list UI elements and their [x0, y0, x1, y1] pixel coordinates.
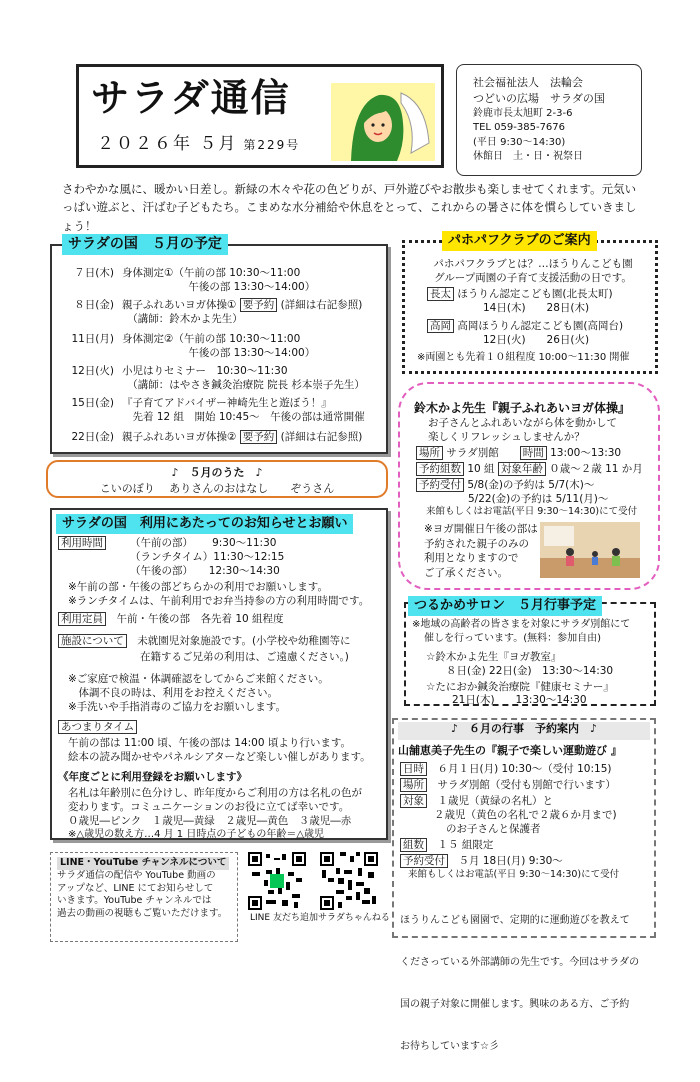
closed-days: 休館日 土・日・祝祭日 [473, 151, 583, 163]
line-youtube-box [50, 852, 238, 942]
gathering-line: 午前の部は 11:00 頃、午後の部は 14:00 頃より行います。 [68, 737, 352, 749]
june-desc-line: 国の親子対象に開催します。興味のある方、ご予約 [400, 999, 630, 1010]
facility-line: 在籍するご兄弟の利用は、ご遠慮ください。) [140, 651, 349, 663]
registration-line: 変わります。コミュニケーションのお役に立てば幸いです。 [68, 801, 350, 813]
time-label: 時間 [520, 446, 547, 460]
papaful-title: パホパフクラブのご案内 [442, 231, 597, 251]
address: 鈴鹿市長太旭町 2-3-6 [473, 107, 573, 119]
facility-line: 未就園児対象施設です。(小学校や幼稚園等に [137, 635, 351, 647]
site1-dates: 14日(木) 28日(木) [483, 302, 590, 314]
hours-label: 利用時間 [58, 536, 106, 550]
yoga-note-line: 利用となりますので [424, 552, 519, 565]
salon-note: ※地域の高齢者の皆さまを対象にサラダ別館にて [412, 619, 631, 630]
yoga-contact: 来館もしくはお電話(平日 9:30～14:30)にて受付 [426, 506, 638, 517]
time: 13:00～13:30 [550, 447, 622, 459]
june-count-label: 組数 [400, 838, 427, 852]
june-target-line: のお子さんと保護者 [446, 823, 541, 835]
tsurukame-salon-box [404, 602, 656, 706]
yoga-title: 鈴木かよ先生『親子ふれあいヨガ体操』 [414, 401, 631, 415]
schedule-title: サラダの国 ５月の予定 [62, 234, 228, 255]
usage-title: サラダの国 利用にあたってのお知らせとお願い [56, 514, 353, 534]
hours-note: ※午前の部・午後の部どちらかの利用でお願いします。 [68, 581, 328, 593]
yoga-note-line: ご了承ください。 [424, 567, 508, 580]
june-count: １５ 組限定 [437, 839, 494, 851]
june-header: ♪ ６月の行事 予約案内 ♪ [398, 722, 650, 740]
yoga-intro: 楽しくリフレッシュしませんか？ [428, 431, 585, 444]
june-date: ６月１日(月) 10:30～（受付 10:15) [437, 763, 612, 775]
capacity-text: 午前・午後の部 各先着 10 組程度 [116, 613, 284, 625]
health-note: 体調不良の時は、利用をお控えください。 [68, 687, 278, 699]
usage-notice-box [50, 508, 388, 840]
song-box [46, 460, 388, 498]
salon-event-title: ☆鈴木かよ先生『ヨガ教室』 [426, 651, 562, 663]
line-qr-code[interactable] [248, 852, 306, 910]
line-text: 過去の動画の視聴もご覧いただけます。 [57, 908, 228, 920]
june-desc-line: ほうりんこども園園で、定期的に運動遊びを教えて [400, 915, 630, 926]
count-label: 予約組数 [416, 462, 464, 476]
site2-dates: 12日(火) 26日(火) [483, 334, 590, 346]
accept-label: 予約受付 [416, 478, 464, 492]
salon-note: 催しを行っています。(無料：参加自由) [424, 633, 602, 644]
yoga-photo [540, 522, 640, 578]
place-label: 場所 [416, 446, 443, 460]
phone: TEL 059-385-7676 [473, 122, 566, 134]
hours-line: （午後の部） 12:30～14:30 [130, 565, 280, 577]
hours-line: （午前の部） 9:30～11:30 [130, 537, 277, 549]
line-text: サラダ通信の配信や YouTube 動画の [57, 869, 216, 881]
june-target-line: ２歳児（黄色の名札で２歳６か月まで) [434, 809, 617, 821]
line-text: いきます。YouTube チャンネルでは [57, 895, 212, 907]
year-month: ２０２６年 ５月 [97, 134, 238, 154]
june-target-label: 対象 [400, 794, 427, 808]
reserve-badge: 要予約 [240, 430, 278, 444]
salon-event-time: 21日(木) 13:30～14:30 [452, 694, 587, 706]
yoga-note-line: 予約された親子のみの [424, 537, 529, 550]
org-info-scroll [456, 64, 642, 176]
age-note: ※△歳児の数え方…4 月 1 日時点の子どもの年齢＝△歳児 [68, 829, 325, 840]
song-title: ♪ ５月のうた ♪ [171, 466, 263, 479]
title-box [76, 64, 444, 168]
june-place: サラダ別館（受付も別館で行います） [437, 779, 616, 791]
june-target-line: １歳児（黄緑の名札）と [437, 795, 553, 807]
june-accept: ５月 18日(月) 9:30～ [458, 855, 563, 867]
age-color-line: ０歳児―ピンク １歳児―黄緑 ２歳児―黄色 ３歳児―赤 [68, 815, 352, 827]
yoga-box [398, 382, 660, 590]
site1-label: 長太 [427, 287, 454, 301]
accept-line: 5/22(金)の予約は 5/11(月)～ [468, 493, 609, 505]
site2-name: 高岡ほうりん認定こども園(高岡台) [457, 320, 624, 332]
issue-date [97, 133, 300, 156]
june-date-label: 日時 [400, 762, 427, 776]
gathering-line: 絵本の読み聞かせやパネルシアターなど楽しい催しがあります。 [68, 751, 371, 763]
june-desc-line: くださっている外部講師の先生です。今回はサラダの [400, 957, 640, 968]
facility-label: 施設について [58, 634, 127, 648]
hours-note: ※ランチタイムは、午前利用でお弁当持参の方の利用時間です。 [68, 595, 370, 607]
line-text: アップなど、LINE にてお知らせして [57, 882, 214, 894]
newsletter-title: サラダ通信 [91, 76, 291, 120]
registration-line: 名札は年齢別に色分けし、昨年度からご利用の方は名札の色が [68, 787, 362, 799]
facility-name: つどいの広場 サラダの国 [473, 91, 605, 105]
youtube-qr-caption: サラダちゃんねる [318, 913, 390, 923]
salon-event-time: ８日(金) 22日(金) 13:30～14:30 [446, 665, 614, 677]
girl-illustration [331, 83, 435, 161]
june-event-box [392, 718, 656, 1052]
tsurukame-title: つるかめサロン ５月行事予定 [408, 596, 602, 616]
accept-line: 5/8(金)の予約は 5/7(木)～ [467, 479, 595, 491]
papaful-club-box [402, 240, 658, 374]
yoga-note-line: ※ヨガ開催日午後の部は [424, 523, 538, 535]
org-name: 社会福祉法人 法輪会 [473, 76, 583, 89]
papaful-intro: パホパフクラブとは？…ほうりんこども園 [433, 258, 633, 270]
registration-title: 《年度ごとに利用登録をお願いします》 [58, 771, 247, 783]
age-label: 対象年齢 [498, 462, 546, 476]
weekday-hours: (平日 9:30～14:30) [473, 136, 566, 148]
june-event-title: 山舗恵美子先生の『親子で楽しい運動遊び 』 [398, 744, 622, 757]
youtube-qr-code[interactable] [320, 852, 378, 910]
line-qr-caption: LINE 友だち追加 [250, 913, 318, 923]
place: サラダ別館 [446, 447, 499, 459]
gathering-label: あつまりタイム [58, 720, 137, 734]
salon-event-title: ☆たにおか鍼灸治療院『健康セミナー』 [426, 681, 614, 693]
site2-label: 高岡 [427, 319, 454, 333]
health-note: ※手洗いや手指消毒のご協力をお願いします。 [68, 701, 286, 713]
may-schedule-box: ７日(木) 身体測定①（午前の部 10:30～11:00 午後の部 13:30～14:00） ８日(金) 親子ふれあいヨガ体操① 要予約 (詳細は右記参照) （講師：鈴木かよ先生） 11日(月) 身体測定②（午前の部 10:30～11:00 午後の部 13:30～14:00） 12日(火) 小児はりセミナー 10:30～11:30 （講師：はやさき鍼灸治療院 院長 杉本崇子先生） 15日(金) 『子育てアドバイザー神崎先生と遊ぼう！』 先着 12 組 開始 10:45～ 午後の部は通常開催 22日(金) 親子ふれあいヨガ体操② 要予約 (詳細は右記参照) [50, 244, 388, 454]
capacity-label: 利用定員 [58, 612, 106, 626]
issue-number: 第229号 [243, 138, 301, 152]
site1-name: ほうりん認定こども園(北長太町) [457, 288, 613, 300]
june-accept-label: 予約受付 [400, 854, 448, 868]
line-youtube-title: LINE・YouTube チャンネルについて [57, 857, 229, 870]
papaful-intro: グループ両園の子育て支援活動の日です。 [434, 272, 632, 285]
hours-line: （ランチタイム）11:30～12:15 [130, 551, 285, 563]
reserve-badge: 要予約 [240, 298, 278, 312]
june-contact: 来館もしくはお電話(平日 9:30～14:30)にて受付 [408, 869, 620, 880]
june-desc-line: お待ちしています☆彡 [400, 1041, 499, 1052]
june-place-label: 場所 [400, 778, 427, 792]
yoga-intro: お子さんとふれあいながら体を動かして [428, 417, 617, 429]
health-note: ※ご家庭で検温・体調確認をしてからご来館ください。 [68, 673, 329, 685]
age: ０歳～２歳 11 か月 [549, 463, 643, 475]
count: 10 組 [467, 463, 495, 475]
intro-text: さわやかな風に、暖かい日差し。新緑の木々や花の色どりが、戸外遊びやお散歩も楽しませてくれます。元気いっぱい遊ぶと、汗ばむ子どもたち。こまめな水分補給や休息をとって、これからの暑さに体を慣らしていきましょう！ [62, 182, 637, 233]
song-list: こいのぼり ありさんのおはなし ぞうさん [99, 481, 335, 495]
papaful-note: ※両園とも先着１０組程度 10:00～11:30 開催 [417, 352, 630, 363]
